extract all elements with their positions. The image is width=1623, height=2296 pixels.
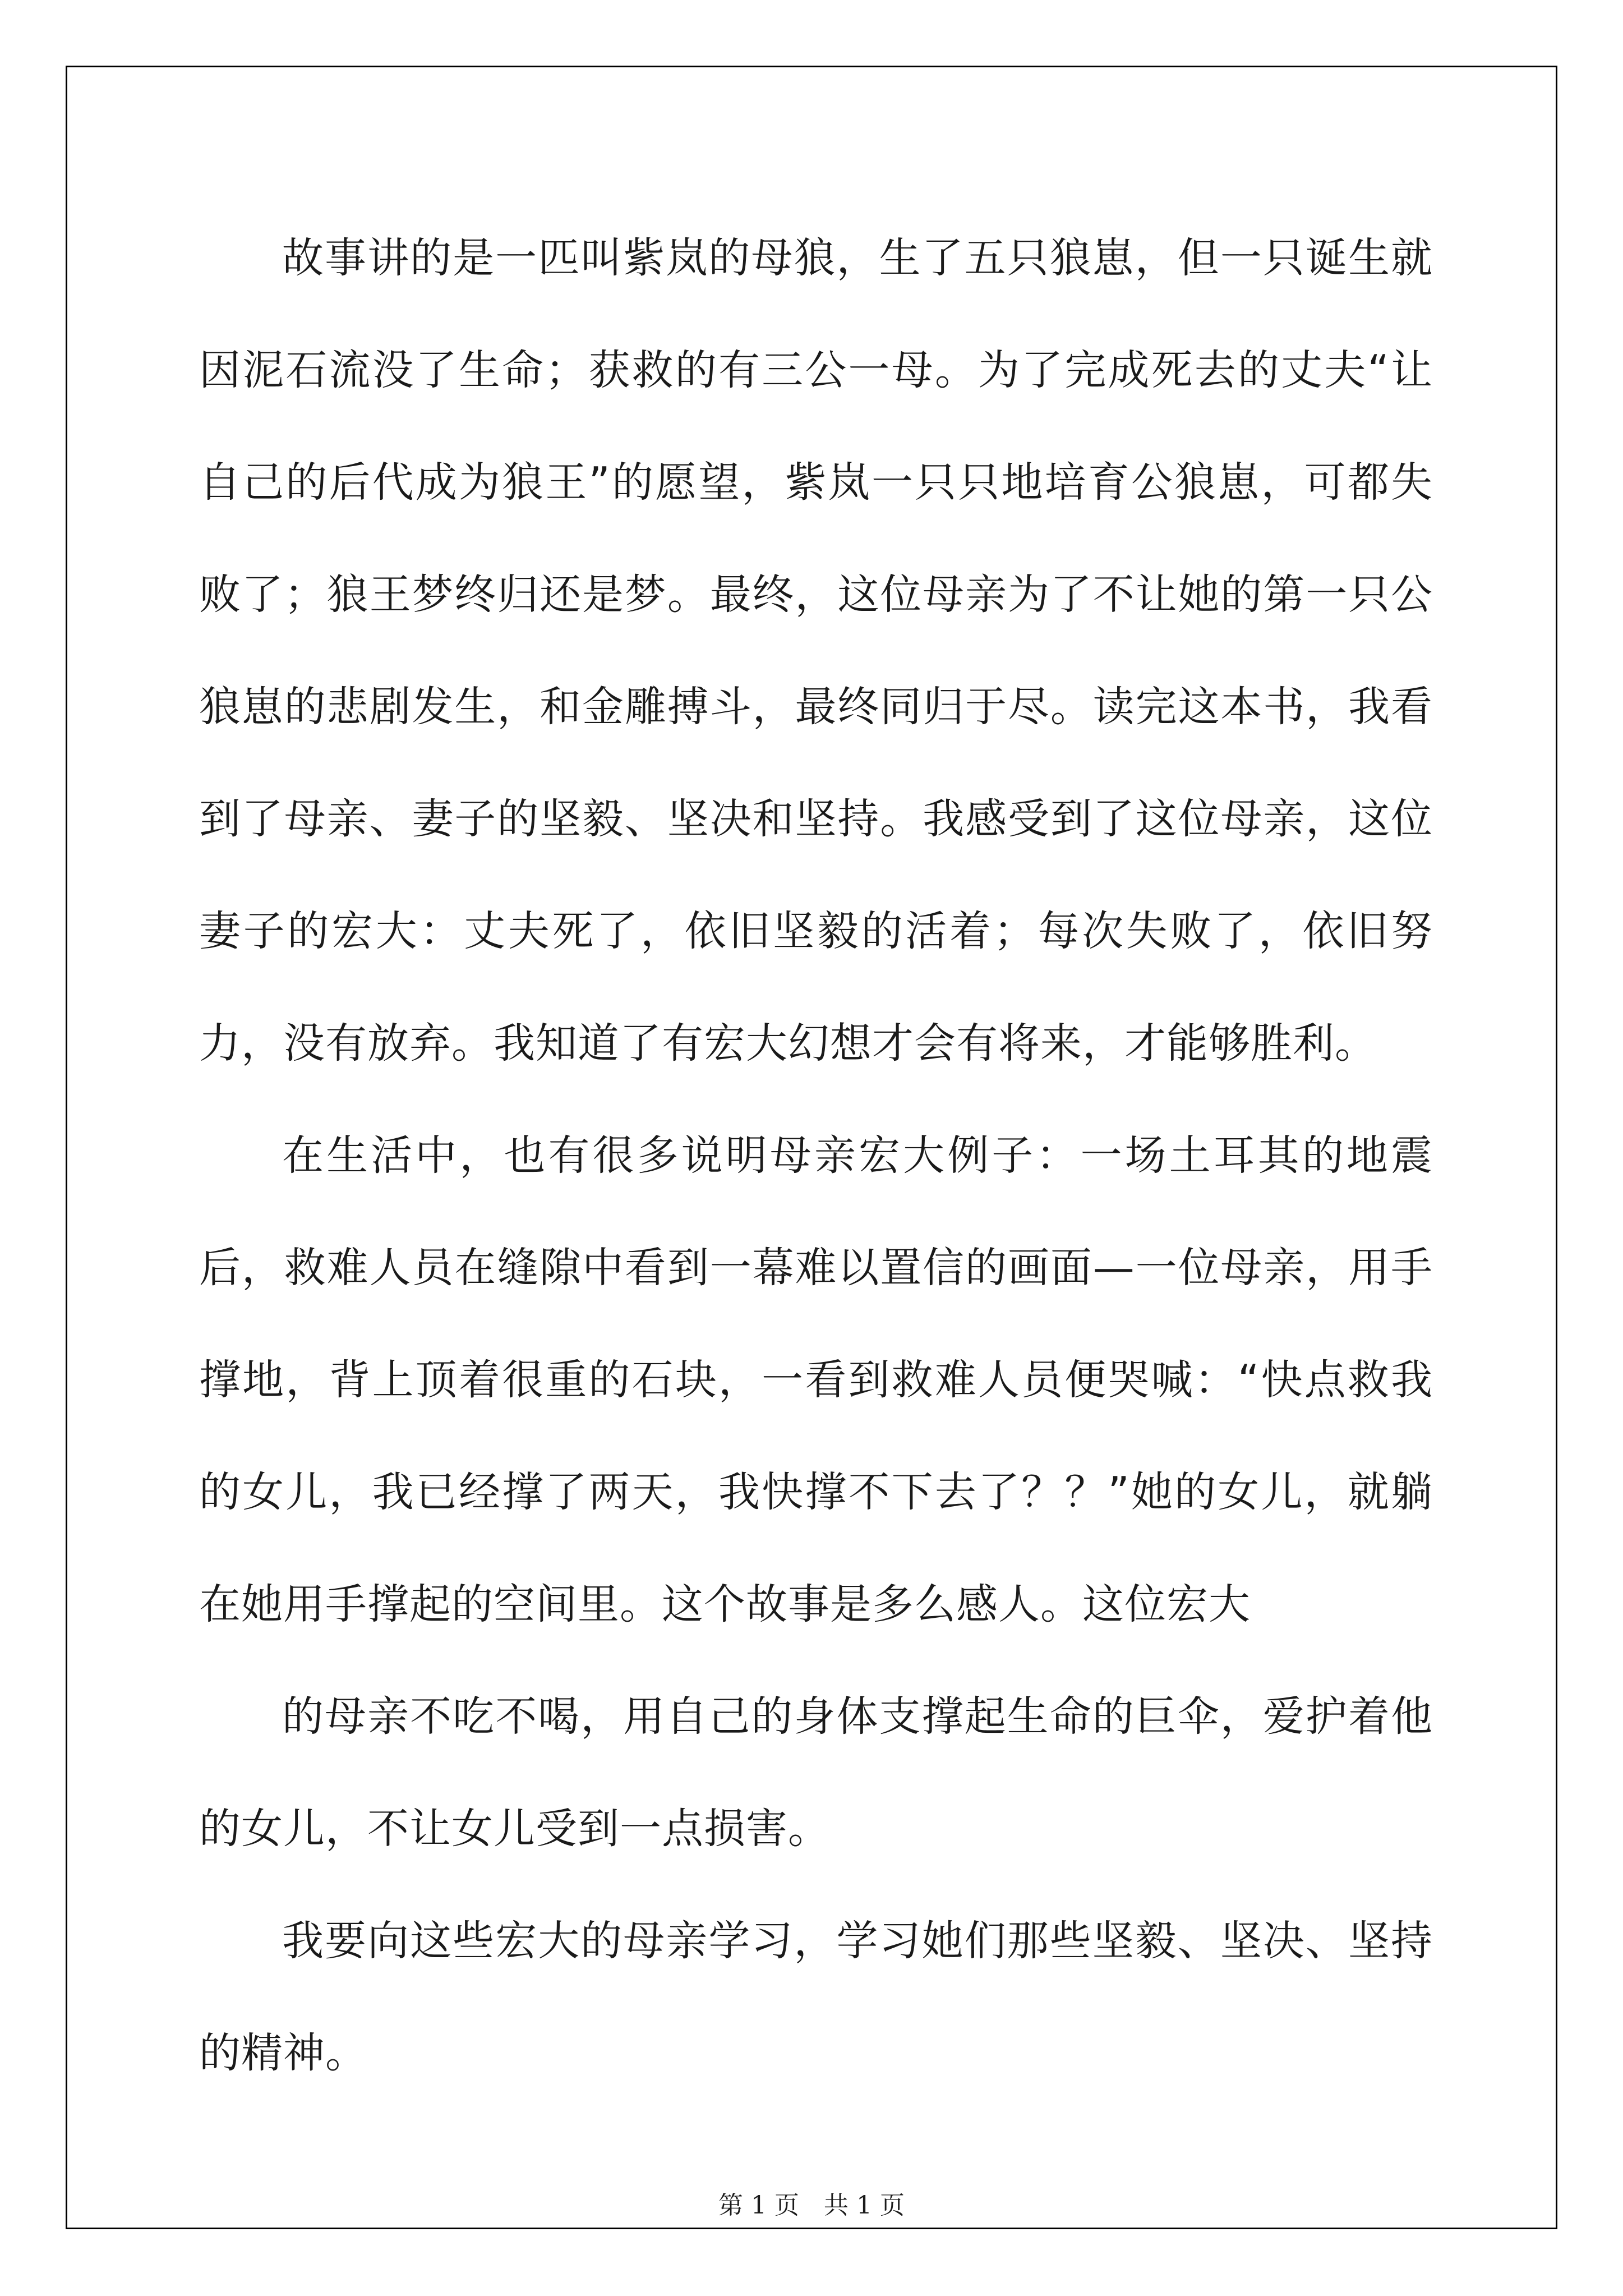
paragraph-1: 故事讲的是一匹叫紫岚的母狼，生了五只狼崽，但一只诞生就因泥石流没了生命；获救的有三公一母。为了完成死去的丈夫“让自己的后代成为狼王”的愿望，紫岚一只只地培育公狼崽，可都失败了；狼王梦终归还是梦。最终，这位母亲为了不让她的第一只公狼崽的悲剧发生，和金雕搏斗，最终同归于尽。读完这本书，我看到了母亲、妻子的坚毅、坚决和坚持。我感受到了这位母亲，这位妻子的宏大：丈夫死了，依旧坚毅的活着；每次失败了，依旧努力，没有放弃。我知道了有宏大幻想才会有将来，才能够胜利。 [199, 234, 1433, 1068]
paragraph-2: 在生活中，也有很多说明母亲宏大例子：一场土耳其的地震后，救难人员在缝隙中看到一幕难以置信的画面—一位母亲，用手撑地，背上顶着很重的石块，一看到救难人员便哭喊：“快点救我的女儿，我已经撑了两天，我快撑不下去了？？”她的女儿，就躺在她用手撑起的空间里。这个故事是多么感人。这位宏大 [199, 1131, 1433, 1628]
paragraph-3: 的母亲不吃不喝，用自己的身体支撑起生命的巨伞，爱护着他的女儿，不让女儿受到一点损害。 [199, 1692, 1433, 1853]
document-body [199, 202, 1433, 2109]
paragraph-4: 我要向这些宏大的母亲学习，学习她们那些坚毅、坚决、坚持的精神。 [199, 1917, 1433, 2077]
page-footer [0, 2185, 1623, 2221]
page-number-label: 第 1 页 共 1 页 [718, 2191, 905, 2220]
